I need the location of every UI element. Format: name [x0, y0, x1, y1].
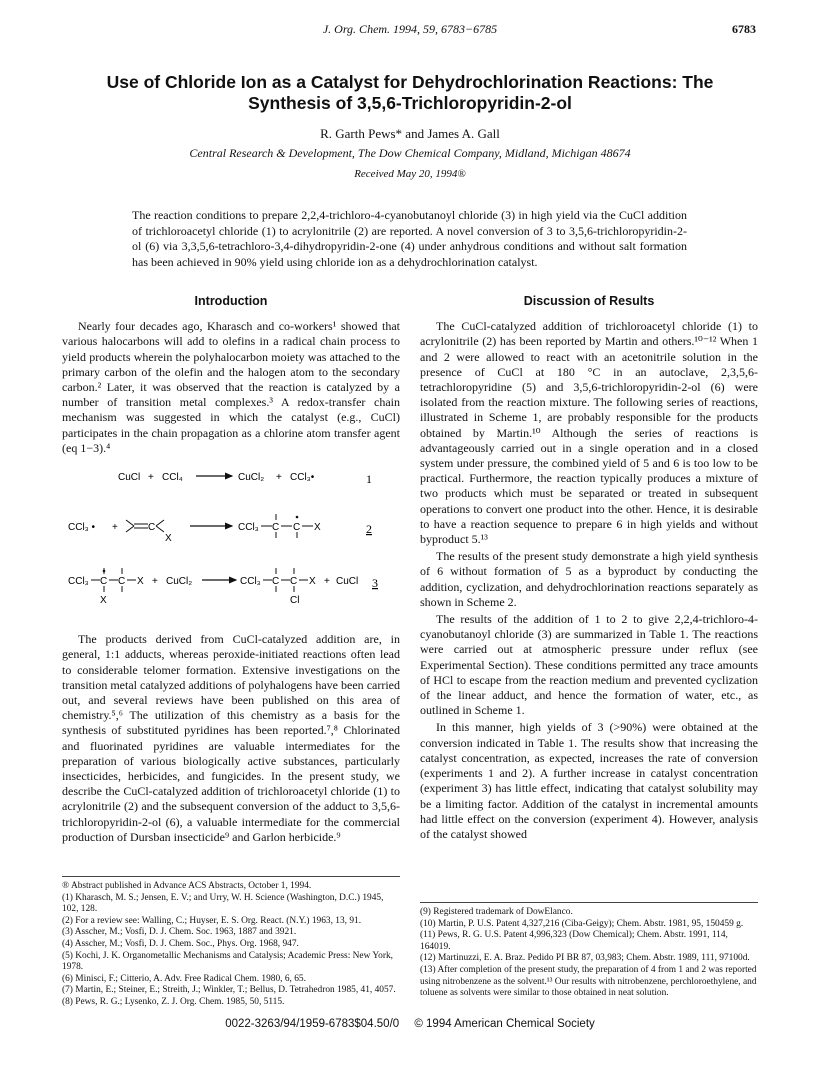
- footnote: (6) Minisci, F.; Citterio, A. Adv. Free Radical Chem. 1980, 6, 65.: [62, 973, 306, 984]
- intro-paragraph-1: Nearly four decades ago, Kharasch and co-workers¹ showed that various halocarbons will add to olefins in a radical chain process to yield products wherein the polyhalocarbon moiety was attached to the primary carbon of the olefin and the halogen atom to the secondary carbon.² Later, it was observed that the reaction is catalyzed by a number of transition metal complexes.³ A redox-transfer chain mechanism was suggested in which the catalyst (e.g., CuCl) participates in the chain propagation as a chlorine atom transfer agent (eq 1−3).⁴: [62, 319, 400, 455]
- eq3-cucl: CuCl: [336, 576, 359, 588]
- footnote: (3) Asscher, M.; Vosfi, D. J. Chem. Soc. 1963, 1887 and 3921.: [62, 927, 297, 938]
- eq1-plus: +: [148, 472, 154, 484]
- eq2-c1: C: [272, 522, 280, 534]
- footnote: (1) Kharasch, M. S.; Jensen, E. V.; and Urry, W. H. Science (Washington, D.C.) 1945, 102, 128.: [62, 892, 384, 915]
- eq3-radical-dot: [103, 570, 106, 573]
- eq2-c2: C: [293, 522, 301, 534]
- eq3-cucl2: CuCl₂: [166, 576, 193, 588]
- eq2-product-bonds: [261, 514, 313, 538]
- eq1-ccl4: CCl₄: [162, 472, 183, 484]
- footer-copyright: © 1994 American Chemical Society: [414, 1018, 595, 1030]
- equations-svg: [62, 466, 400, 616]
- eq3-product-ccl3: CCl₃: [240, 576, 261, 588]
- eq2-plus: +: [112, 522, 118, 534]
- introduction-heading: Introduction: [194, 294, 268, 308]
- article-title: Use of Chloride Ion as a Catalyst for Dehydrochlorination Reactions: The Synthesis of 3,5,6-Trichloropyridin-2-ol: [106, 72, 714, 113]
- results-heading: Discussion of Results: [523, 294, 655, 308]
- eq3-reactant-bonds: [91, 568, 136, 592]
- eq3-ccl3: CCl₃: [68, 576, 89, 588]
- olefin-c: C: [148, 522, 156, 534]
- eq1-cucl: CuCl: [118, 472, 141, 484]
- eq3-p-c1: C: [272, 576, 280, 588]
- results-paragraph-1: The CuCl-catalyzed addition of trichloroacetyl chloride (1) to acrylonitrile (2) has been reported by Martin and others.¹⁰⁻¹² When 1 and 2 were allowed to react with an acetonitrile solution in the presence of CuCl at 180 °C in an autoclave, 2,3,5,6-tetrachloropyridine (5) and 3,5,6-trichloropyridin-2-ol (6) were isolated from the reaction mixture. The following series of reactions, illustrated in Scheme 1, are probably responsible for the products obtained by Martin.¹⁰ Although the series of reactions is advantageously carried out in a single operation and in a closed system under pressure, the combined yield of 5 and 6 is too low to be practical. Furthermore, the reaction typically produces a mixture of two products which must be separated or treated in subsequent operations to convert one product into the other. Hence, it is desirable to have a reaction sequence to prepare 6 in high yields and without byproduct 5.¹³: [420, 319, 758, 547]
- left-column: [62, 294, 400, 847]
- olefin-structure: [126, 520, 164, 532]
- footnote: (11) Pews, R. G. U.S. Patent 4,996,323 (Dow Chemical); Chem. Abstr. 1991, 114, 164019.: [420, 930, 728, 952]
- right-column: [420, 294, 758, 844]
- footnote: (9) Registered trademark of DowElanco.: [420, 907, 573, 917]
- eq3-p-c2: C: [290, 576, 298, 588]
- footnote: (13) After completion of the present study, the preparation of 4 from 1 and 2 was reported using nitrobenzene as the solvent.¹³ Our results with nitrobenzene, perchloroethylene, and toluene as solvents were similar to those obtained in neat solution.: [420, 964, 757, 999]
- eq1-plus-2: +: [276, 472, 282, 484]
- abstract: The reaction conditions to prepare 2,2,4-trichloro-4-cyanobutanoyl chloride (3) in high yield via the CuCl addition of trichloroacetyl chloride (1) to acrylonitrile (2) are reported. A novel conversion of 3 to 3,5,6-trichloropyridin-2-ol (6) via 3,3,5,6-tetrachloro-3,4-dihydropyridin-2-one (4) under anhydrous conditions and without salt formation has been achieved in 90% yield using chloride ion as a dehydrochlorination catalyst.: [132, 208, 687, 269]
- reaction-equations: [62, 466, 400, 620]
- eq3-plus: +: [152, 576, 158, 588]
- eq3-product-bonds: [263, 568, 308, 592]
- eq3-x: X: [137, 576, 144, 588]
- footer-code: 0022-3263/94/1959-6783$04.50/0: [225, 1018, 400, 1030]
- footnote: (5) Kochi, J. K. Organometallic Mechanisms and Catalysis; Academic Press: New York, 1978.: [62, 950, 394, 973]
- footnote: (2) For a review see: Walling, C.; Huyser, E. S. Org. React. (N.Y.) 1963, 13, 91.: [62, 915, 362, 926]
- eq3-number: 3: [372, 576, 378, 591]
- footnote: (10) Martin, P. U.S. Patent 4,327,216 (Ciba-Geigy); Chem. Abstr. 1981, 95, 150459 g.: [420, 918, 744, 929]
- eq1-cucl2: CuCl₂: [238, 472, 265, 484]
- eq3-x-lower: X: [100, 595, 107, 607]
- results-paragraph-3: The results of the addition of 1 to 2 to give 2,2,4-trichloro-4-cyanobutanoyl chloride (3) are summarized in Table 1. The reactions were carried out at atmospheric pressure under reflux (see Experimental Section). These conditions permitted any trace amounts of HCl to escape from the reaction medium and prevented cyclization of the linear adduct, and hence the formation of water, etc., as outlined in Scheme 1.: [420, 612, 758, 718]
- results-paragraph-2: The results of the present study demonstrate a high yield synthesis of 6 without formation of 5 as a byproduct by conducting the addition, cyclization, and dehydrochlorination reactions separately as shown in Scheme 2.: [420, 549, 758, 609]
- page-number: 6783: [732, 22, 756, 36]
- eq3-p-cl: Cl: [290, 595, 300, 607]
- footnote: (8) Pews, R. G.; Lysenko, Z. J. Org. Chem. 1985, 50, 5115.: [62, 996, 285, 1007]
- footnote: ® Abstract published in Advance ACS Abstracts, October 1, 1994.: [62, 881, 312, 891]
- page-footer: [0, 1018, 820, 1030]
- running-header: J. Org. Chem. 1994, 59, 6783−6785: [322, 22, 498, 36]
- received-date: Received May 20, 1994®: [354, 168, 466, 180]
- footnote: (12) Martinuzzi, E. A. Braz. Pedido PI BR 87, 03,983; Chem. Abstr. 1989, 111, 97100d.: [420, 953, 750, 964]
- eq3-p-x: X: [309, 576, 316, 588]
- affiliation: Central Research & Development, The Dow Chemical Company, Midland, Michigan 48674: [189, 146, 631, 160]
- footnotes-left: [62, 876, 400, 1009]
- eq2-x: X: [314, 522, 321, 534]
- radical-dot: [296, 516, 299, 519]
- footnote: (4) Asscher, M.; Vosfi, D. J. Chem. Soc., Phys. Org. 1968, 947.: [62, 938, 299, 949]
- olefin-x: X: [165, 533, 172, 545]
- footnote: (7) Martin, E.; Steiner, E.; Streith, J.; Winkler, T.; Bellus, D. Tetrahedron 1985, 41, 4057.: [62, 985, 396, 996]
- eq2-ccl3-radical: CCl₃ •: [68, 522, 96, 534]
- eq1-number: 1: [366, 472, 372, 487]
- eq1-ccl3-radical: CCl₃•: [290, 472, 315, 484]
- results-paragraph-4: In this manner, high yields of 3 (>90%) were obtained at the conversion indicated in Table 1. The results show that increasing the catalyst concentration, as expected, increases the rate of conversion (experiments 1 and 2). A further increase in catalyst concentration (experiment 3) has little effect, indicating that catalyst solubility may be a limiting factor. Addition of the catalyst in incremental amounts had little effect on the conversion (experiment 4). However, analysis of the catalyst showed: [420, 720, 758, 841]
- eq3-c1: C: [100, 576, 108, 588]
- eq3-plus-2: +: [324, 576, 330, 588]
- intro-paragraph-2: The products derived from CuCl-catalyzed addition are, in general, 1:1 adducts, whereas peroxide-initiated reactions often lead to considerable telomer formation. Extensive investigations on the transition metal catalyzed additions of polyhalogens have been carried out, and several reviews have been published on this area of chemistry.⁵,⁶ The utilization of this chemistry as a basis for the synthesis of substituted pyridines has been reported.⁷,⁸ Chlorinated and fluorinated pyridines are valuable intermediates for the preparation of various biologically active substances, particularly insecticides, herbicides, and fungicides. In the present study, we describe the CuCl-catalyzed addition of trichloroacetyl chloride (1) to acrylonitrile (2) and the subsequent conversion of the adduct to 3,5,6-trichloropyridin-2-ol (6), a valuable intermediate for the commercial production of Dursban insecticide⁹ and Garlon herbicide.⁹: [62, 632, 400, 844]
- footnotes-right: [420, 902, 758, 1000]
- eq3-c2: C: [118, 576, 126, 588]
- eq2-number: 2: [366, 522, 372, 537]
- eq2-product-ccl3: CCl₃: [238, 522, 259, 534]
- authors: R. Garth Pews* and James A. Gall: [320, 126, 500, 141]
